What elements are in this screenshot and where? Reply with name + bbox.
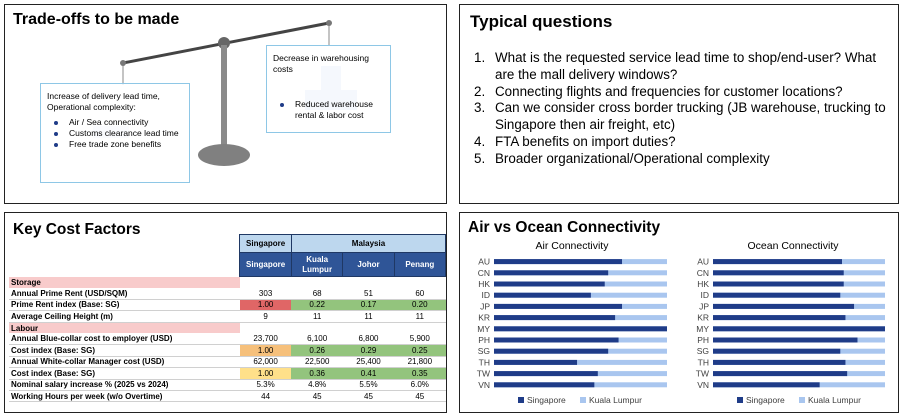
bar-singapore: [713, 326, 885, 331]
table-header-columns: [9, 253, 446, 277]
legend-label: Singapore: [746, 395, 785, 405]
category-label: MY: [696, 323, 709, 334]
category-label: ID: [700, 290, 709, 301]
bar-singapore: [713, 349, 840, 354]
row-label: Cost index (Base: SG): [9, 345, 240, 356]
table-cell: 11: [343, 311, 394, 322]
category-label: JP: [480, 301, 490, 312]
table-cell: 45: [343, 390, 394, 401]
table-cell: 23,700: [240, 333, 292, 344]
legend-swatch: [737, 397, 743, 403]
bar-singapore: [494, 293, 591, 298]
bar-singapore: [494, 304, 622, 309]
table-cell: 45: [394, 390, 445, 401]
table-cell: 21,800: [394, 356, 445, 367]
table-cell: 11: [291, 311, 342, 322]
row-label: Cost index (Base: SG): [9, 368, 240, 379]
tradeoffs-title: Trade-offs to be made: [13, 11, 180, 28]
questions-title: Typical questions: [470, 12, 613, 31]
category-label: ID: [481, 290, 490, 301]
bar-singapore: [713, 270, 844, 275]
connectivity-panel: [459, 212, 899, 413]
chart-title: Air Connectivity: [535, 240, 609, 252]
table-cell: 6.0%: [394, 379, 445, 390]
table-cell: 5.3%: [240, 379, 292, 390]
table-row: [9, 379, 446, 390]
table-cell: 44: [240, 390, 292, 401]
table-row: [9, 288, 446, 299]
bar-singapore: [713, 371, 847, 376]
list-item: Air / Sea connectivity: [47, 117, 183, 128]
bar-singapore: [494, 349, 608, 354]
bar-singapore: [494, 360, 577, 365]
table-cell: 0.20: [394, 299, 445, 310]
category-label: TH: [697, 357, 709, 368]
category-label: VN: [697, 379, 709, 390]
bar-singapore: [494, 382, 594, 387]
right-box-list: [273, 99, 384, 121]
table-cell: 0.26: [291, 345, 342, 356]
bar-singapore: [713, 259, 842, 264]
table-row: [9, 356, 446, 367]
row-label: Working Hours per week (w/o Overtime): [9, 390, 240, 401]
table-cell: 0.25: [394, 345, 445, 356]
row-label: Annual Prime Rent (USD/SQM): [9, 288, 240, 299]
category-label: TW: [695, 368, 709, 379]
category-label: AU: [697, 256, 709, 267]
category-label: PH: [478, 335, 490, 345]
table-cell: 0.29: [343, 345, 394, 356]
category-label: VN: [478, 379, 490, 390]
table-cell: 0.17: [343, 299, 394, 310]
question-number: 3.: [474, 100, 486, 116]
table-cell: 1.00: [240, 299, 292, 310]
section-label: Storage: [9, 277, 240, 288]
question-text: Can we consider cross border trucking (JB warehouse, trucking to Singapore then air freight, etc): [495, 100, 886, 133]
question-number: 5.: [474, 150, 486, 166]
table-header-group: [9, 235, 446, 253]
list-item: [474, 50, 894, 84]
delivery-lead-time-box: [40, 83, 190, 183]
bar-singapore: [713, 315, 845, 320]
legend-swatch: [799, 397, 805, 403]
chart-title: Ocean Connectivity: [747, 240, 839, 252]
table-cell: 0.41: [343, 368, 394, 379]
questions-list: [474, 50, 894, 168]
bar-singapore: [494, 270, 608, 275]
category-label: AU: [478, 256, 490, 267]
list-item: [474, 84, 894, 101]
legend-swatch: [518, 397, 524, 403]
list-item: [474, 151, 894, 168]
list-item: [474, 100, 894, 134]
table-cell: 5.5%: [343, 379, 394, 390]
questions-panel: [459, 4, 899, 204]
category-label: CN: [477, 267, 490, 278]
table-cell: 68: [291, 288, 342, 299]
table-section-row: [9, 277, 446, 288]
table-cell: 9: [240, 311, 292, 322]
list-item: [474, 134, 894, 151]
left-box-heading: Increase of delivery lead time, Operational complexity:: [47, 91, 160, 112]
question-number: 4.: [474, 133, 486, 149]
table-cell: 6,100: [291, 333, 342, 344]
category-label: PH: [697, 335, 709, 345]
table-cell: 22,500: [291, 356, 342, 367]
table-cell: 0.35: [394, 368, 445, 379]
legend-swatch: [580, 397, 586, 403]
header-group-malaysia: Malaysia: [291, 235, 445, 253]
table-cell: 45: [291, 390, 342, 401]
table-cell: 11: [394, 311, 445, 322]
cost-factors-title: Key Cost Factors: [13, 221, 141, 238]
list-item: Customs clearance lead time: [47, 128, 183, 139]
category-label: MY: [477, 323, 490, 334]
category-label: HK: [478, 279, 490, 289]
category-label: CN: [696, 267, 709, 278]
category-label: SG: [696, 346, 709, 357]
bar-singapore: [713, 382, 820, 387]
table-cell: 1.00: [240, 368, 292, 379]
table-row: [9, 299, 446, 310]
table-cell: 4.8%: [291, 379, 342, 390]
table-cell: 60: [394, 288, 445, 299]
question-text: FTA benefits on import duties?: [495, 133, 676, 149]
legend-label: Kuala Lumpur: [808, 395, 861, 405]
bar-singapore: [494, 282, 605, 287]
column-header: Singapore: [240, 253, 292, 277]
cost-factors-table: [9, 234, 446, 402]
column-header: Penang: [394, 253, 445, 277]
connectivity-charts: [460, 213, 900, 414]
bar-singapore: [494, 315, 615, 320]
table-cell: 1.00: [240, 345, 292, 356]
table-row: [9, 345, 446, 356]
bar-singapore: [494, 326, 667, 331]
table-cell: 303: [240, 288, 292, 299]
category-label: SG: [477, 346, 490, 357]
table-cell: 6,800: [343, 333, 394, 344]
category-label: JP: [699, 301, 709, 312]
right-box-heading: Decrease in warehousing costs: [273, 53, 369, 74]
bar-singapore: [713, 360, 845, 365]
question-text: Broader organizational/Operational complexity: [495, 150, 770, 166]
bar-singapore: [713, 338, 857, 343]
category-label: TW: [476, 368, 490, 379]
table-cell: 51: [343, 288, 394, 299]
row-label: Nominal salary increase % (2025 vs 2024): [9, 379, 240, 390]
question-text: Connecting flights and frequencies for customer locations?: [495, 83, 843, 99]
table-row: [9, 390, 446, 401]
table-section-row: [9, 322, 446, 333]
warehousing-cost-box: [266, 45, 391, 133]
legend-label: Kuala Lumpur: [589, 395, 642, 405]
row-label: Annual Blue-collar cost to employer (USD): [9, 333, 240, 344]
bar-singapore: [494, 371, 598, 376]
bar-singapore: [713, 293, 840, 298]
table-cell: 0.36: [291, 368, 342, 379]
list-item: Free trade zone benefits: [47, 139, 183, 150]
bar-singapore: [713, 304, 854, 309]
table-row: [9, 311, 446, 322]
category-label: TH: [478, 357, 490, 368]
table-cell: 5,900: [394, 333, 445, 344]
table-row: [9, 368, 446, 379]
header-group-singapore: Singapore: [240, 235, 292, 253]
column-header: Kuala Lumpur: [291, 253, 342, 277]
column-header: Johor: [343, 253, 394, 277]
bar-singapore: [713, 282, 844, 287]
section-label: Labour: [9, 322, 240, 333]
bar-singapore: [494, 259, 622, 264]
cost-factors-panel: [4, 212, 447, 413]
row-label: Average Ceiling Height (m): [9, 311, 240, 322]
question-number: 2.: [474, 83, 486, 99]
tradeoffs-panel: [4, 4, 447, 204]
table-row: [9, 333, 446, 344]
table-cell: 0.22: [291, 299, 342, 310]
question-number: 1.: [474, 50, 486, 65]
category-label: KR: [697, 312, 709, 323]
connectivity-title: Air vs Ocean Connectivity: [468, 219, 661, 236]
table-cell: 25,400: [343, 356, 394, 367]
table-cell: 62,000: [240, 356, 292, 367]
bar-singapore: [494, 338, 619, 343]
category-label: KR: [478, 312, 490, 323]
left-box-list: [47, 117, 183, 150]
list-item: Reduced warehouse rental & labor cost: [273, 99, 384, 121]
row-label: Prime Rent index (Base: SG): [9, 299, 240, 310]
legend-label: Singapore: [527, 395, 566, 405]
category-label: HK: [697, 279, 709, 289]
question-text: What is the requested service lead time to shop/end-user? What are the mall delivery windows?: [495, 50, 877, 82]
row-label: Annual White-collar Manager cost (USD): [9, 356, 240, 367]
